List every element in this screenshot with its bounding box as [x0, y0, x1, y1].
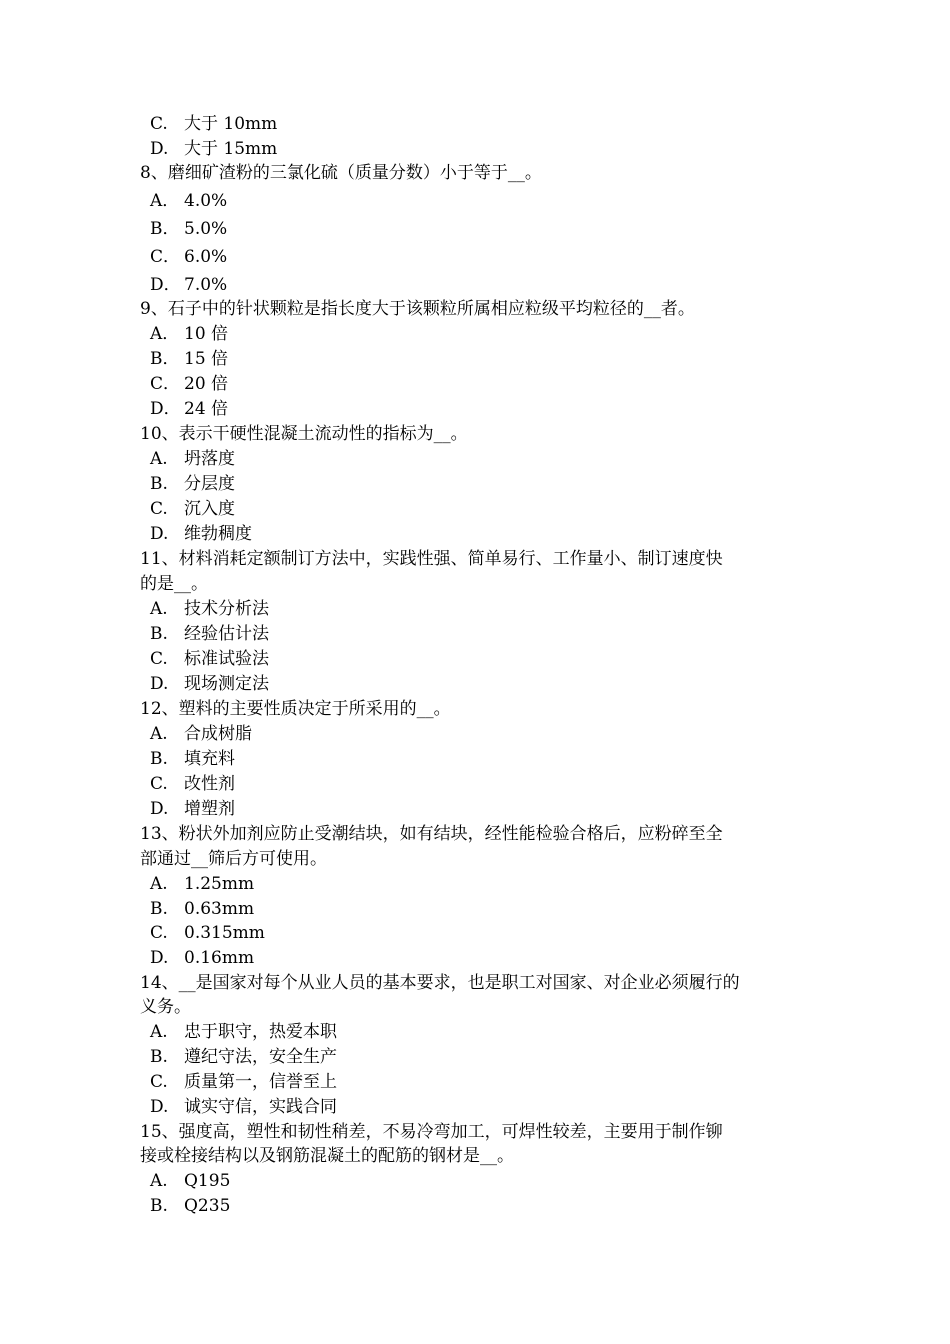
option-letter: C．: [150, 247, 181, 267]
option-line: [150, 348, 228, 370]
option-line: [150, 1195, 230, 1217]
option-line: [150, 773, 235, 795]
option-line: [150, 723, 252, 745]
option-letter: C.: [150, 1072, 168, 1092]
option-line: [150, 1170, 230, 1192]
option-line: [150, 218, 227, 240]
option-line: [150, 873, 254, 895]
option-line: [150, 523, 252, 545]
option-text: 大于 10mm: [184, 114, 278, 134]
option-line: [150, 398, 228, 420]
option-line: [150, 623, 269, 645]
option-text: 填充料: [184, 749, 235, 769]
option-text: 4.0%: [184, 191, 228, 211]
option-line: [150, 1046, 337, 1068]
option-letter: B.: [150, 749, 168, 769]
option-text: 遵纪守法，安全生产: [184, 1047, 337, 1067]
option-line: [150, 373, 228, 395]
option-line: [150, 922, 265, 944]
option-letter: B．: [150, 219, 180, 239]
option-line: [150, 1096, 337, 1118]
option-line: [150, 648, 269, 670]
option-letter: B.: [150, 624, 168, 644]
question-13-continued: 部通过__筛后方可使用。: [140, 849, 327, 869]
question-9: 9、石子中的针状颗粒是指长度大于该颗粒所属相应粒级平均粒径的__者。: [140, 299, 695, 319]
option-text: 10 倍: [184, 324, 229, 344]
option-text: 诚实守信，实践合同: [184, 1097, 337, 1117]
option-text: Q195: [184, 1171, 231, 1191]
option-letter: A.: [150, 1022, 168, 1042]
option-letter: B．: [150, 349, 180, 369]
question-8: 8、磨细矿渣粉的三氯化硫（质量分数）小于等于__。: [140, 163, 542, 183]
option-line: [150, 748, 235, 770]
option-text: 忠于职守，热爱本职: [184, 1022, 337, 1042]
option-text: 0.16mm: [184, 948, 255, 968]
option-letter: D．: [150, 275, 181, 295]
option-line: [150, 274, 227, 296]
option-letter: A.: [150, 874, 168, 894]
option-line: [150, 190, 227, 212]
option-letter: A．: [150, 191, 180, 211]
option-letter: A.: [150, 724, 168, 744]
option-letter: C．: [150, 374, 181, 394]
option-letter: D.: [150, 674, 169, 694]
question-14-continued: 义务。: [140, 997, 191, 1017]
option-letter: C.: [150, 649, 168, 669]
option-letter: C.: [150, 774, 168, 794]
option-text: 5.0%: [184, 219, 228, 239]
option-letter: B.: [150, 899, 168, 919]
option-text: 1.25mm: [184, 874, 255, 894]
option-text: 现场测定法: [184, 674, 269, 694]
option-text: 改性剂: [184, 774, 235, 794]
option-line: [150, 673, 269, 695]
option-line: [150, 473, 235, 495]
option-line: [150, 448, 235, 470]
option-line: [150, 598, 269, 620]
option-letter: D.: [150, 948, 169, 968]
option-text: 15 倍: [184, 349, 229, 369]
question-15: 15、强度高，塑性和韧性稍差，不易冷弯加工，可焊性较差，主要用于制作铆: [140, 1122, 723, 1142]
option-text: 24 倍: [184, 399, 229, 419]
option-text: 坍落度: [184, 449, 235, 469]
option-line: [150, 898, 254, 920]
question-13: 13、粉状外加剂应防止受潮结块，如有结块，经性能检验合格后，应粉碎至全: [140, 824, 723, 844]
option-text: 分层度: [184, 474, 235, 494]
option-text: 大于 15mm: [184, 139, 278, 159]
option-line: [150, 1021, 337, 1043]
option-letter: B.: [150, 1196, 168, 1216]
option-text: 20 倍: [184, 374, 229, 394]
option-letter: D.: [150, 524, 169, 544]
option-text: 维勃稠度: [184, 524, 252, 544]
option-line: [150, 947, 254, 969]
option-letter: A．: [150, 324, 180, 344]
option-text: 技术分析法: [184, 599, 269, 619]
option-letter: D.: [150, 799, 169, 819]
option-text: 7.0%: [184, 275, 228, 295]
option-line: [150, 246, 227, 268]
option-line: [150, 113, 277, 135]
option-letter: D.: [150, 1097, 169, 1117]
option-text: 沉入度: [184, 499, 235, 519]
option-text: 0.315mm: [184, 923, 265, 943]
option-text: 6.0%: [184, 247, 228, 267]
option-line: [150, 138, 277, 160]
option-letter: B.: [150, 1047, 168, 1067]
option-letter: B.: [150, 474, 168, 494]
option-letter: A.: [150, 599, 168, 619]
option-text: 合成树脂: [184, 724, 252, 744]
option-text: 质量第一，信誉至上: [184, 1072, 337, 1092]
option-text: 0.63mm: [184, 899, 255, 919]
option-text: 经验估计法: [184, 624, 269, 644]
option-letter: C.: [150, 499, 168, 519]
option-letter: C.: [150, 114, 168, 134]
option-line: [150, 1071, 337, 1093]
option-line: [150, 323, 228, 345]
option-text: Q235: [184, 1196, 231, 1216]
question-11: 11、材料消耗定额制订方法中，实践性强、简单易行、工作量小、制订速度快: [140, 549, 723, 569]
option-text: 增塑剂: [184, 799, 235, 819]
option-letter: A.: [150, 1171, 168, 1191]
option-text: 标准试验法: [184, 649, 269, 669]
option-letter: C.: [150, 923, 168, 943]
option-letter: D．: [150, 399, 181, 419]
question-12: 12、塑料的主要性质决定于所采用的__。: [140, 699, 451, 719]
question-11-continued: 的是__。: [140, 574, 208, 594]
option-line: [150, 798, 235, 820]
question-15-continued: 接或栓接结构以及钢筋混凝土的配筋的钢材是__。: [140, 1146, 514, 1166]
question-10: 10、表示干硬性混凝土流动性的指标为__。: [140, 424, 468, 444]
option-letter: D.: [150, 139, 169, 159]
option-line: [150, 498, 235, 520]
option-letter: A.: [150, 449, 168, 469]
question-14: 14、__是国家对每个从业人员的基本要求，也是职工对国家、对企业必须履行的: [140, 973, 740, 993]
